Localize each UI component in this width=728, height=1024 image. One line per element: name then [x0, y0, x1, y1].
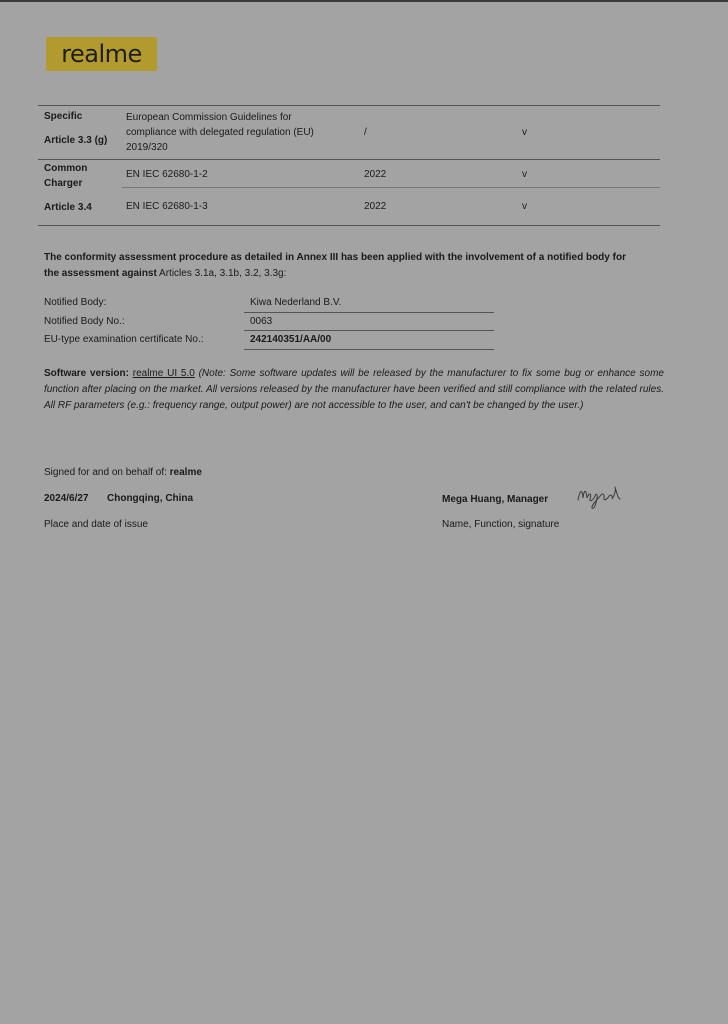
conformity-line2-bold: the assessment against — [44, 268, 157, 279]
conformity-line1: The conformity assessment procedure as detailed in Annex III has been applied with the involvement of a notified body for — [44, 252, 626, 263]
software-version: realme UI 5.0 — [132, 368, 195, 379]
signatory-name: Mega Huang, Manager — [442, 494, 549, 505]
notified-body-no-rule — [244, 330, 494, 331]
certificate-value: 242140351/AA/00 — [250, 334, 332, 345]
row2-year: 2022 — [364, 169, 387, 180]
row3-check: v — [522, 201, 527, 212]
row1-year: / — [364, 127, 367, 138]
row1-check: v — [522, 127, 527, 138]
row2-check: v — [522, 169, 527, 180]
signed-for-label: Signed for and on behalf of: — [44, 467, 170, 478]
row1-article: Article 3.3 (g) — [44, 135, 108, 146]
row1-section: Specific — [44, 111, 83, 122]
row2-section: Common — [44, 163, 88, 174]
notified-body-no-label: Notified Body No.: — [44, 316, 125, 327]
table-bottom-rule — [38, 225, 660, 226]
top-border — [0, 0, 728, 2]
notified-body-no-value: 0063 — [250, 316, 273, 327]
issue-place: Chongqing, China — [107, 493, 194, 504]
conformity-line2-rest: Articles 3.1a, 3.1b, 3.2, 3.3g: — [156, 268, 287, 279]
row1-standard-line2: compliance with delegated regulation (EU) — [126, 127, 314, 138]
certificate-rule — [244, 349, 494, 350]
realme-logo — [46, 37, 157, 71]
row2-section-line2: Charger — [44, 178, 83, 189]
logo-text: realme — [61, 40, 142, 68]
handwritten-signature — [576, 484, 628, 517]
notified-body-label: Notified Body: — [44, 297, 107, 308]
notified-body-rule — [244, 312, 494, 313]
place-date-label: Place and date of issue — [44, 519, 148, 530]
conformity-statement — [44, 250, 664, 282]
table-subrow-rule — [122, 187, 660, 188]
row3-year: 2022 — [364, 201, 387, 212]
software-label: Software version: — [44, 368, 129, 379]
notified-body-value: Kiwa Nederland B.V. — [250, 297, 342, 308]
row3-standard: EN IEC 62680-1-3 — [126, 201, 208, 212]
name-function-label: Name, Function, signature — [442, 519, 560, 530]
software-note: (Note: Some software updates will be released by the manufacturer to fix some bug or enhance some function after placing on the market. All versions released by the manufacturer have been verified and still compliance with the related rules. All RF parameters (e.g.: frequency range, output power) are not accessible to the user, and can't be changed by the user.) — [44, 368, 664, 411]
row3-article: Article 3.4 — [44, 202, 92, 213]
row2-standard: EN IEC 62680-1-2 — [126, 169, 208, 180]
certificate-label: EU-type examination certificate No.: — [44, 334, 204, 345]
row1-standard-line3: 2019/320 — [126, 142, 168, 153]
table-top-rule — [38, 105, 660, 106]
signature-scribble — [576, 484, 628, 512]
signed-for-line — [44, 466, 202, 480]
table-row-rule — [38, 159, 660, 160]
signed-for-company: realme — [169, 467, 202, 478]
issue-date: 2024/6/27 — [44, 493, 89, 504]
software-version-paragraph — [44, 366, 664, 414]
row1-standard-line1: European Commission Guidelines for — [126, 112, 292, 123]
